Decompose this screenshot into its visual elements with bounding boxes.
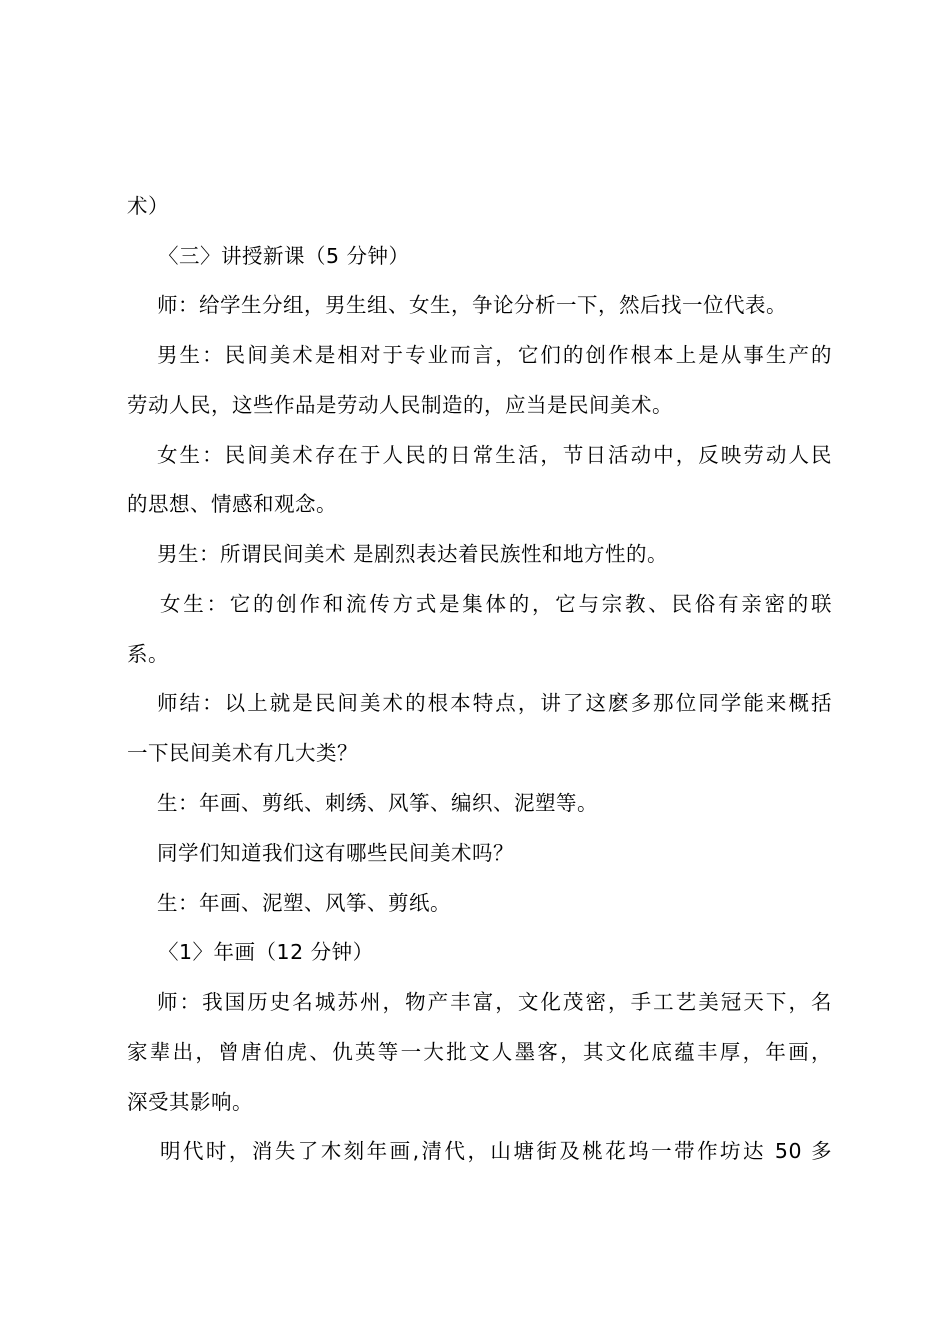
text-line: 女生：它的创作和流传方式是集体的，它与宗教、民俗有亲密的联 (160, 592, 832, 616)
text-line: 劳动人民，这些作品是劳动人民制造的，应当是民间美术。 (127, 393, 673, 417)
text-line: 深受其影响。 (127, 1090, 253, 1114)
text-line: 术） (127, 194, 169, 218)
text-line: 系。 (127, 642, 169, 666)
text-line: 的思想、情感和观念。 (127, 492, 337, 516)
text-line: 明代时，消失了木刻年画,清代，山塘街及桃花坞一带作坊达 50 多 (160, 1139, 832, 1163)
section-heading: 〈三〉讲授新课（5 分钟） (158, 244, 410, 268)
text-line: 男生：民间美术是相对于专业而言，它们的创作根本上是从事生产的 (157, 343, 832, 367)
section-heading: 〈1〉年画（12 分钟） (158, 940, 374, 964)
text-line: 生：年画、剪纸、刺绣、风筝、编织、泥塑等。 (157, 791, 598, 815)
text-line: 同学们知道我们这有哪些民间美术吗？ (157, 841, 514, 865)
text-line: 师结：以上就是民间美术的根本特点，讲了这麽多那位同学能来概括 (157, 691, 832, 715)
text-line: 男生：所谓民间美术 是剧烈表达着民族性和地方性的。 (157, 542, 669, 566)
text-line: 一下民间美术有几大类？ (127, 741, 358, 765)
text-line: 师：给学生分组，男生组、女生，争论分析一下，然后找一位代表。 (157, 293, 787, 317)
text-line: 女生：民间美术存在于人民的日常生活，节日活动中，反映劳动人民 (157, 443, 832, 467)
text-line: 师：我国历史名城苏州，物产丰富，文化茂密，手工艺美冠天下，名 (157, 990, 832, 1014)
text-line: 生：年画、泥塑、风筝、剪纸。 (157, 891, 451, 915)
text-line: 家辈出，曾唐伯虎、仇英等一大批文人墨客，其文化底蕴丰厚，年画， (127, 1040, 832, 1064)
